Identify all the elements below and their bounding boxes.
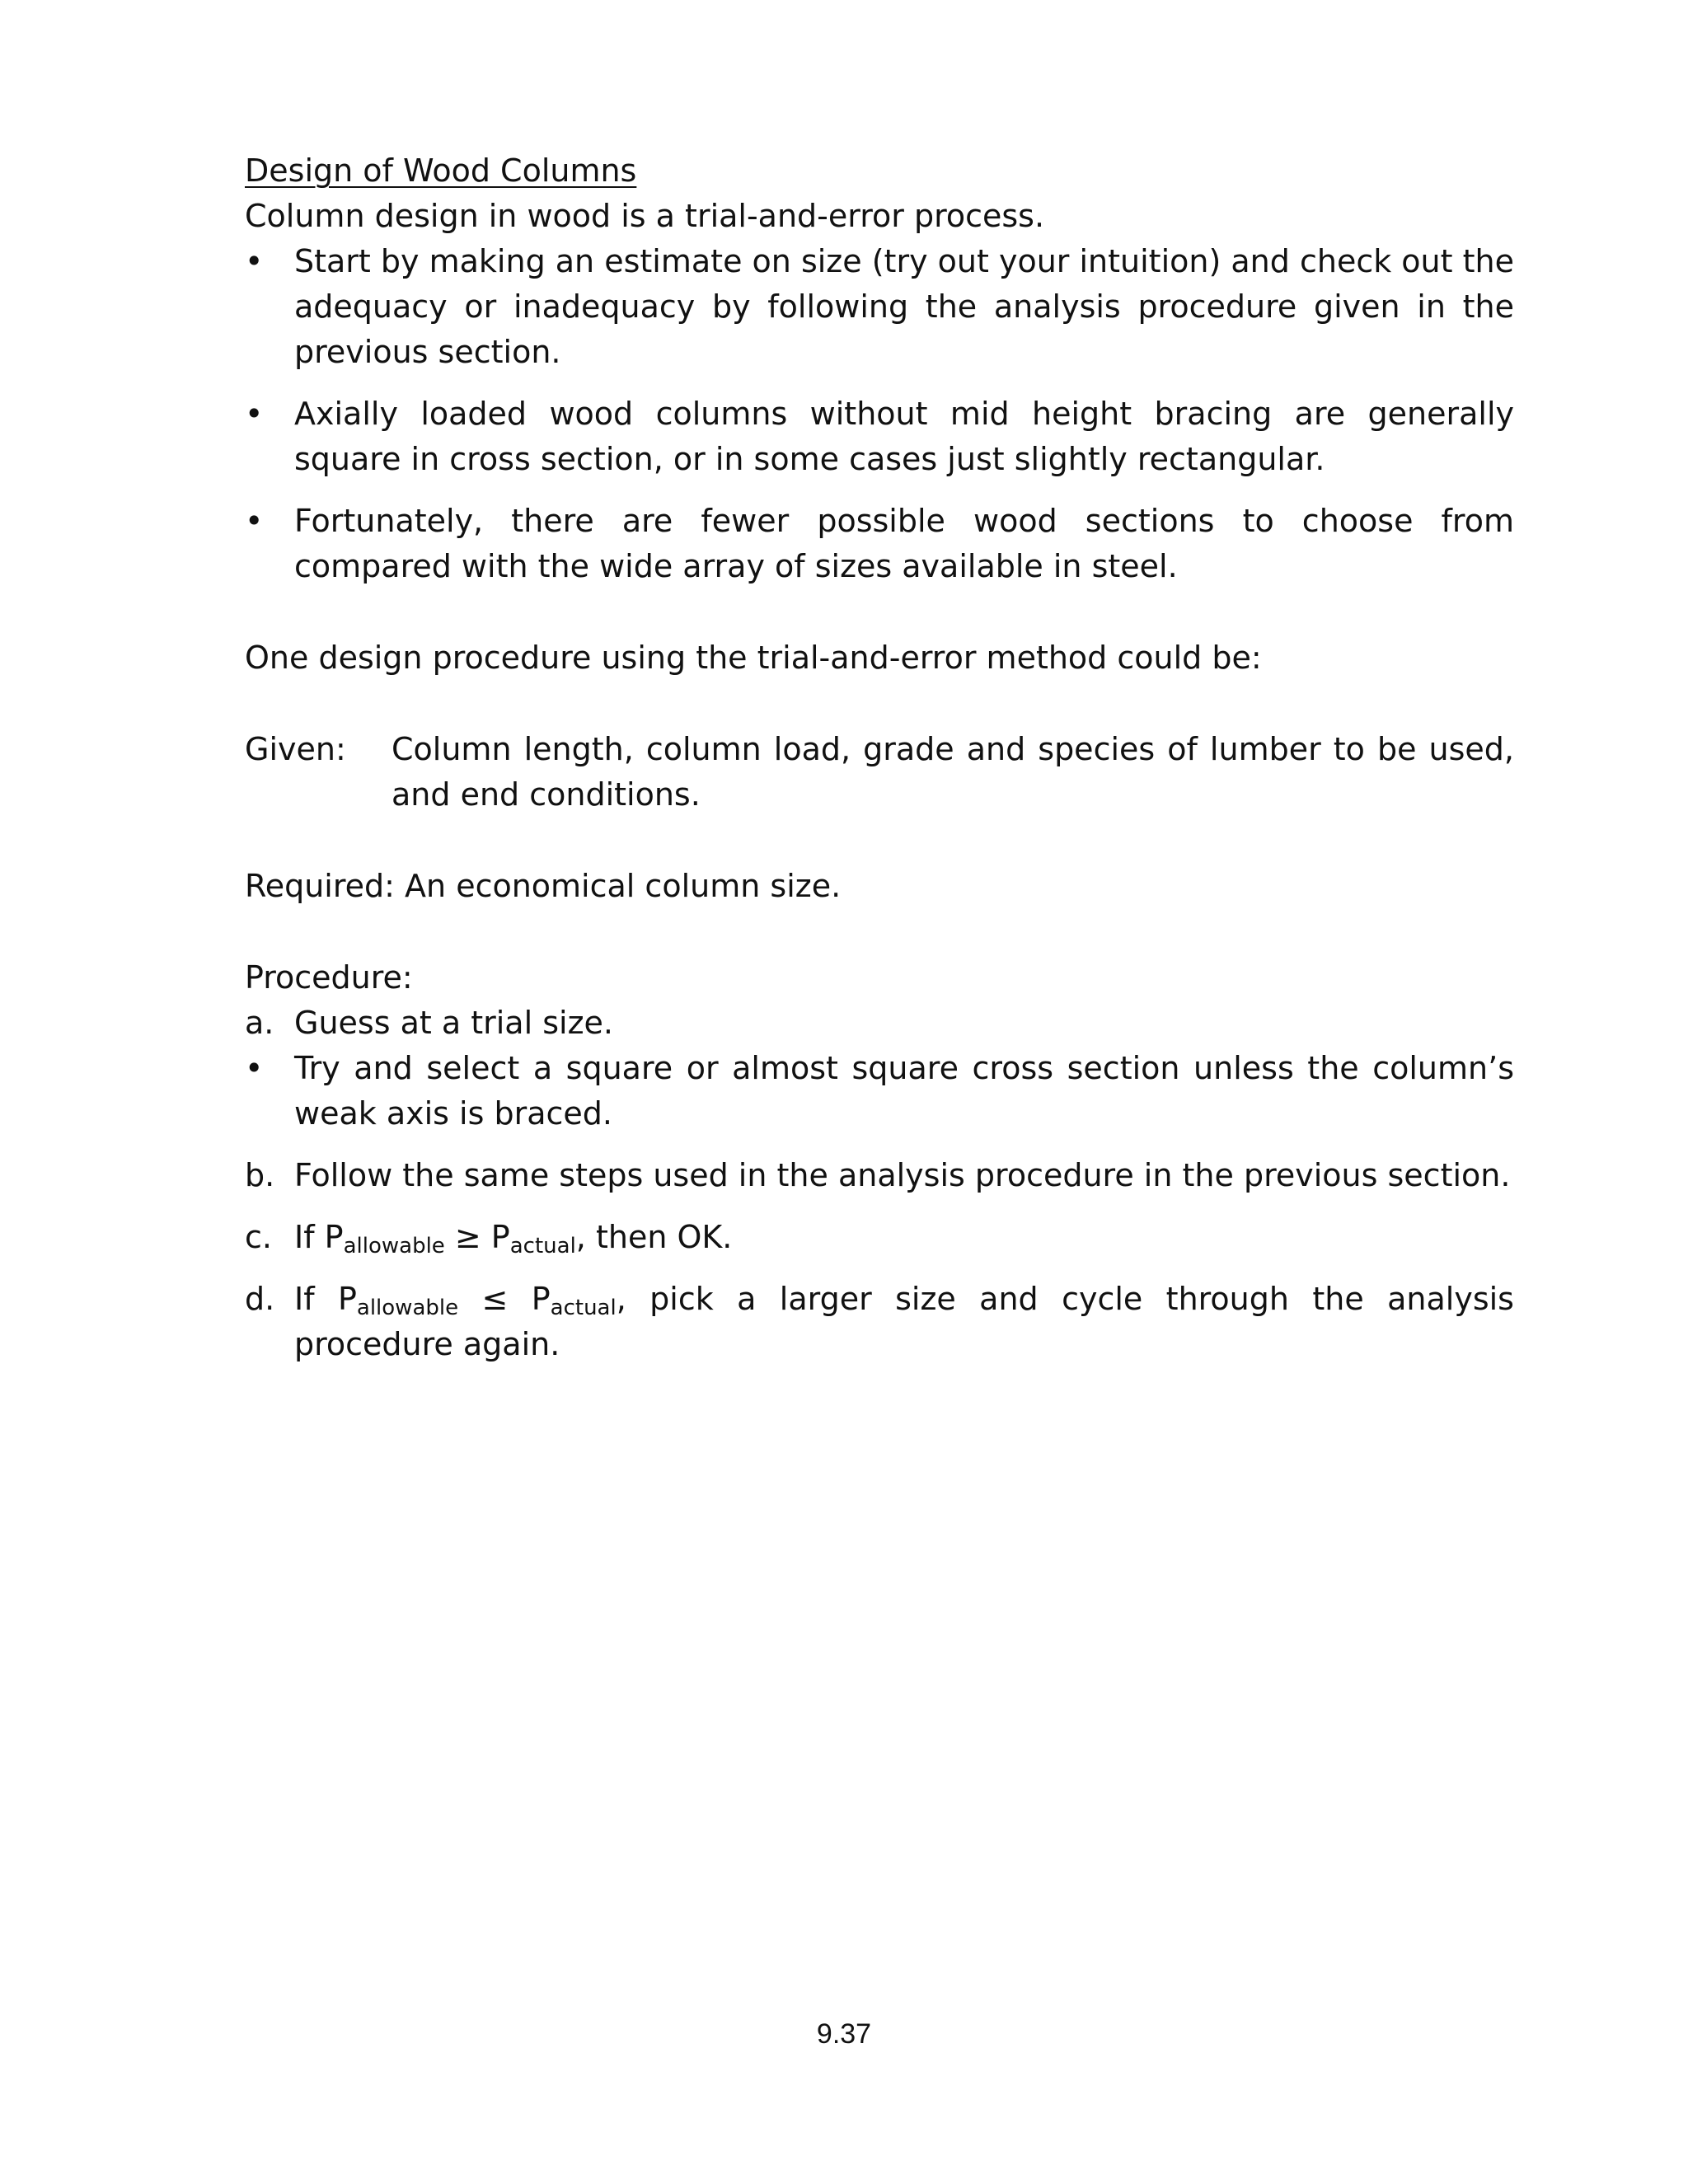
step-a-bullet [245,1046,1514,1137]
bullet-item [245,239,1514,375]
subscript: allowable [343,1234,445,1258]
bullet-icon: • [245,243,264,279]
bullet-icon: • [245,396,264,432]
step-text: If $P_{allowable} \ge P_{actual}$, then OK. [294,1219,733,1258]
subscript: actual [550,1296,617,1320]
step-a [245,1001,1514,1046]
page-number: 9.37 [816,2018,872,2050]
step-marker: a. [245,1005,274,1041]
subscript: allowable [356,1296,459,1320]
intro-paragraph: Column design in wood is a trial-and-error process. [245,198,1045,234]
procedure-label: Procedure: [245,959,413,996]
step-text: If $P_{allowable} \le P_{actual}$, pick a larger size and cycle through the analysis procedure again. [294,1281,1514,1362]
subscript: actual [509,1234,576,1258]
step-c [245,1215,1514,1260]
bullet-text: Try and select a square or almost square cross section unless the column’s weak axis is braced. [294,1050,1514,1132]
step-text: Guess at a trial size. [294,1005,613,1041]
procedure-intro: One design procedure using the trial-and-error method could be: [245,640,1262,676]
bullet-text: Fortunately, there are fewer possible wood sections to choose from compared with the wide array of sizes available in steel. [294,503,1514,584]
bullet-item [245,499,1514,589]
bullet-text: Start by making an estimate on size (try out your intuition) and check out the adequacy or inadequacy by following the analysis procedure given in the previous section. [294,243,1514,370]
step-marker: b. [245,1157,275,1193]
bullet-icon: • [245,503,264,539]
step-b [245,1153,1514,1198]
step-marker: d. [245,1281,275,1317]
given-text: Column length, column load, grade and species of lumber to be used, and end conditions. [392,731,1514,813]
bullet-icon: • [245,1050,264,1086]
required-row [245,864,1514,909]
step-text: Follow the same steps used in the analysis procedure in the previous section. [294,1157,1511,1193]
bullet-text: Axially loaded wood columns without mid height bracing are generally square in cross section, or in some cases just slightly rectangular. [294,396,1514,477]
step-d [245,1277,1514,1367]
given-row [245,727,1514,818]
document-page [245,148,1514,1367]
given-label: Given: [245,731,346,767]
required-text: An economical column size. [405,868,842,904]
step-marker: c. [245,1219,272,1255]
section-heading: Design of Wood Columns [245,152,637,189]
required-label: Required: [245,868,395,904]
bullet-item [245,391,1514,482]
